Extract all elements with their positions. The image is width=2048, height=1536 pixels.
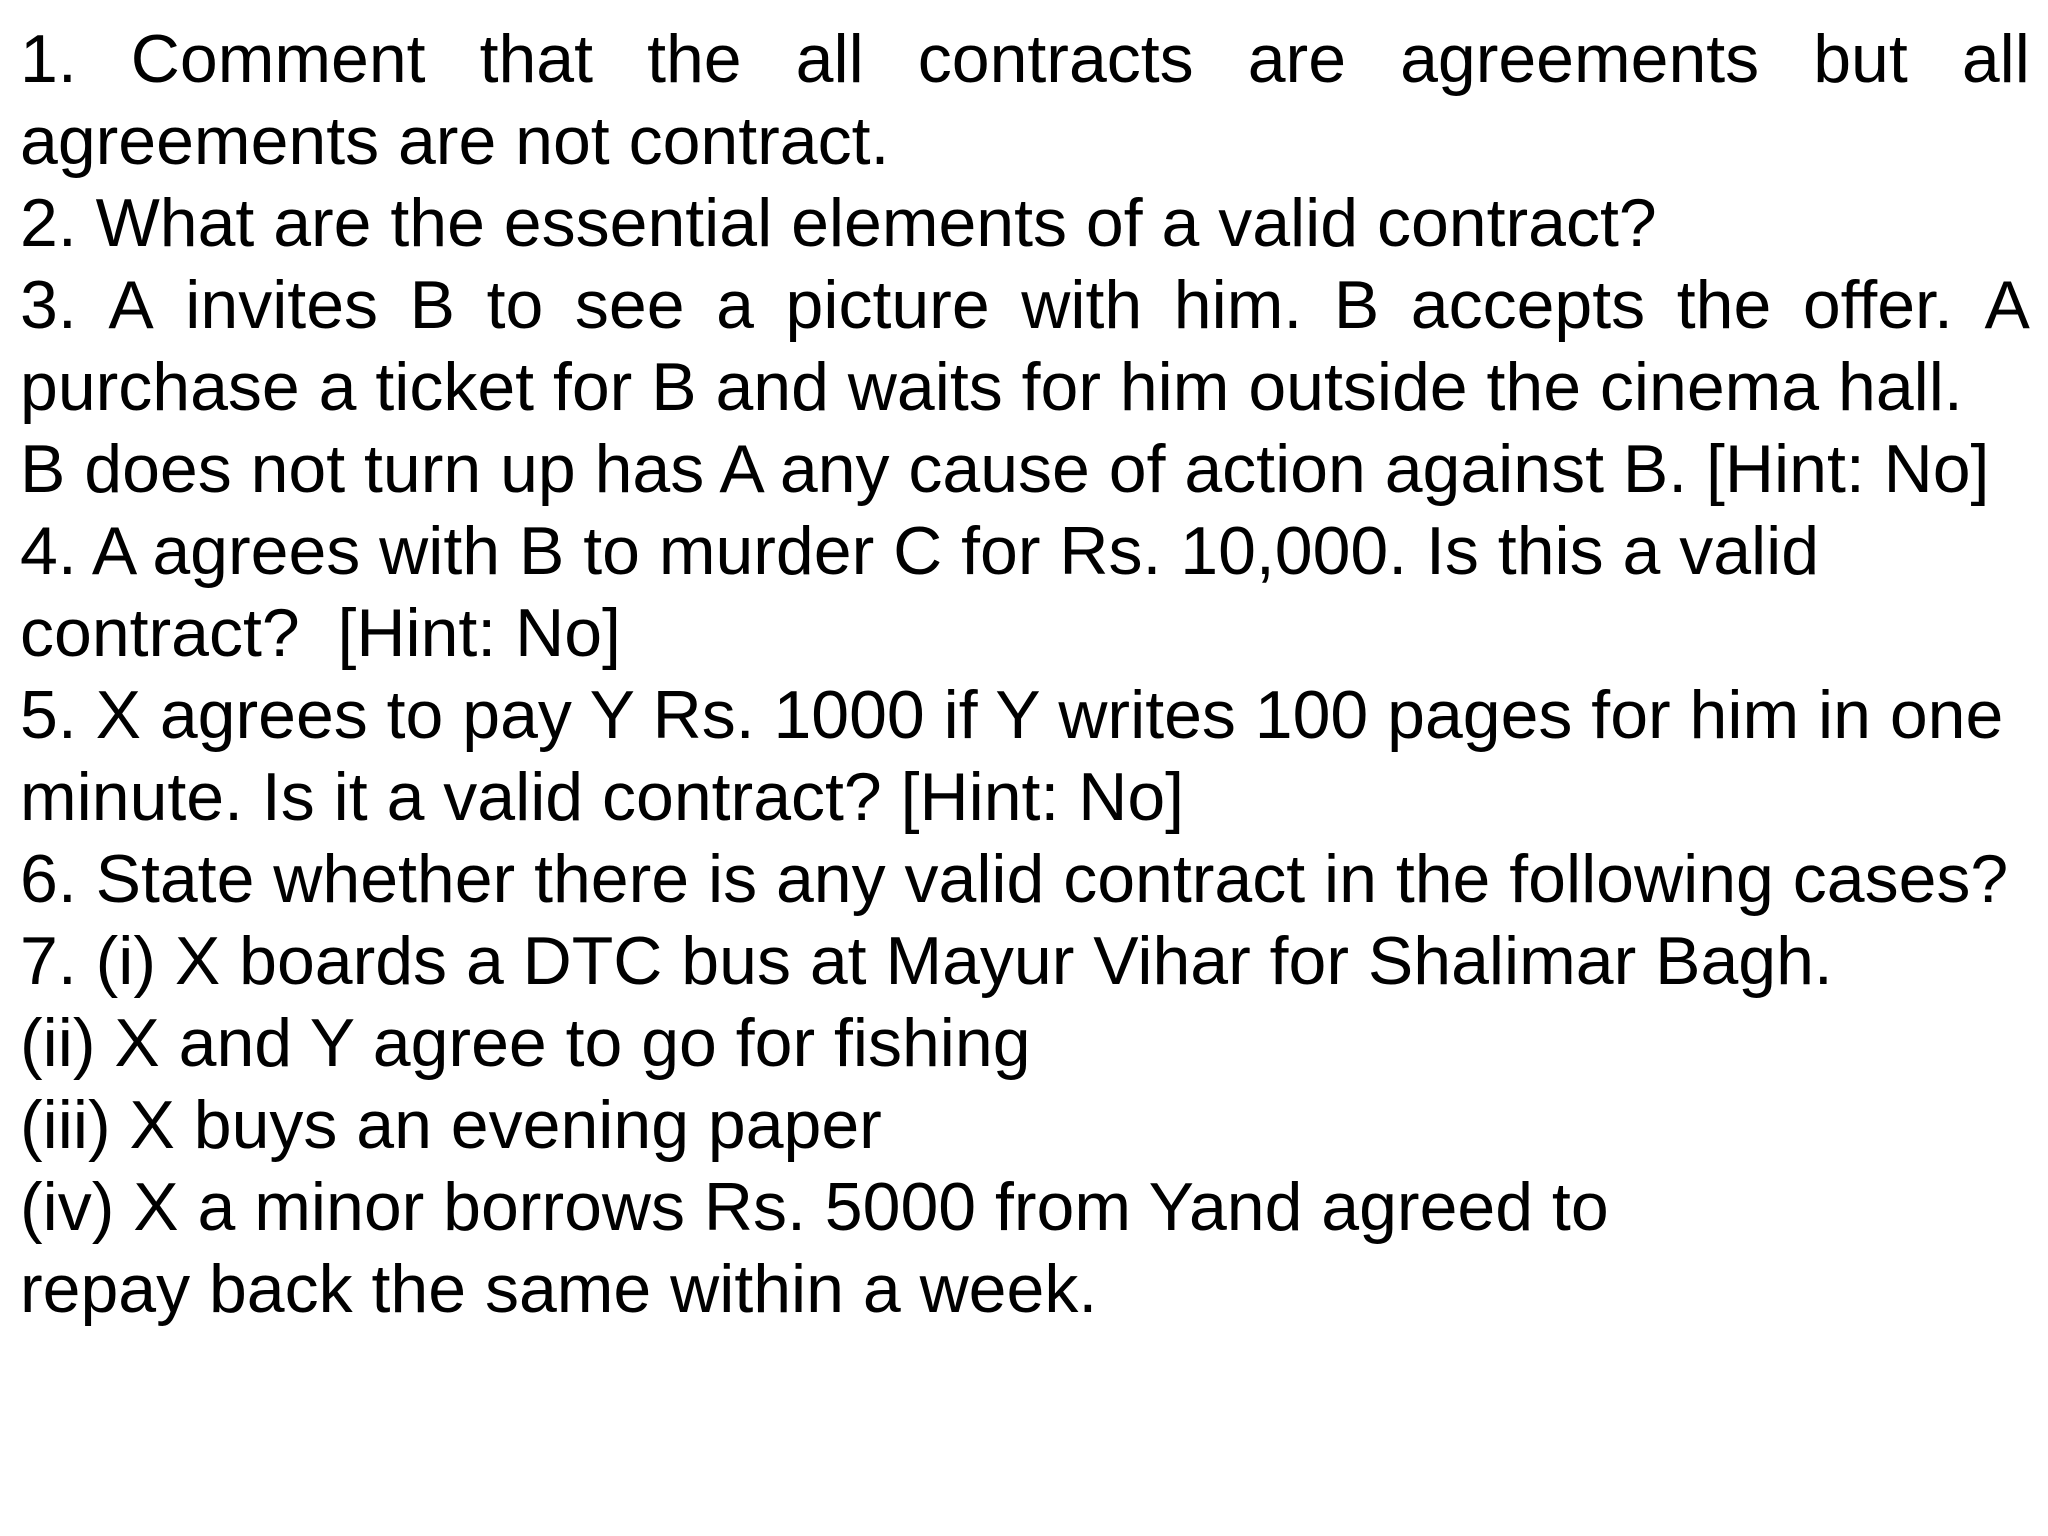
text-line-5: purchase a ticket for B and waits for him outside the cinema hall.: [20, 349, 1963, 425]
text-line-4: [20, 264, 2030, 346]
word: to: [486, 267, 544, 343]
text-line-13: (ii) X and Y agree to go for fishing: [20, 1005, 1031, 1081]
word: B: [409, 267, 455, 343]
document-body: [20, 18, 2030, 1330]
text-line-7: 4. A agrees with B to murder C for Rs. 10,000. Is this a valid: [20, 513, 1820, 589]
text-line-14: (iii) X buys an evening paper: [20, 1087, 882, 1163]
text-line-11: 6. State whether there is any valid contract in the following cases?: [20, 841, 2009, 917]
word: him.: [1173, 267, 1303, 343]
word: that: [479, 21, 594, 97]
word: invites: [185, 267, 379, 343]
word: 3.: [20, 267, 77, 343]
word: agreements: [1400, 21, 1760, 97]
word: see: [574, 267, 685, 343]
text-line-8: contract? [Hint: No]: [20, 595, 621, 671]
word: picture: [785, 267, 990, 343]
text-line-12: 7. (i) X boards a DTC bus at Mayur Vihar for Shalimar Bagh.: [20, 923, 1833, 999]
word: all: [1961, 21, 2030, 97]
word: are: [1247, 21, 1347, 97]
word: the: [1676, 267, 1772, 343]
word: 1.: [20, 21, 77, 97]
word: the: [647, 21, 742, 97]
text-line-9: 5. X agrees to pay Y Rs. 1000 if Y writes 100 pages for him in one: [20, 677, 2004, 753]
word: a: [716, 267, 754, 343]
text-line-2: agreements are not contract.: [20, 103, 890, 179]
text-line-3: 2. What are the essential elements of a valid contract?: [20, 185, 1657, 261]
text-line-6: B does not turn up has A any cause of action against B. [Hint: No]: [20, 431, 1990, 507]
word: offer.: [1802, 267, 1953, 343]
text-line-1: [20, 18, 2030, 100]
word: accepts: [1410, 267, 1646, 343]
word: A: [1984, 267, 2030, 343]
word: but: [1813, 21, 1908, 97]
text-line-15: (iv) X a minor borrows Rs. 5000 from Yand agreed to: [20, 1169, 1609, 1245]
word: all: [795, 21, 864, 97]
text-line-16: repay back the same within a week.: [20, 1251, 1098, 1327]
word: B: [1333, 267, 1380, 343]
word: Comment: [130, 21, 426, 97]
text-line-10: minute. Is it a valid contract? [Hint: No]: [20, 759, 1185, 835]
word: contracts: [917, 21, 1194, 97]
word: with: [1021, 267, 1143, 343]
word: A: [108, 267, 154, 343]
